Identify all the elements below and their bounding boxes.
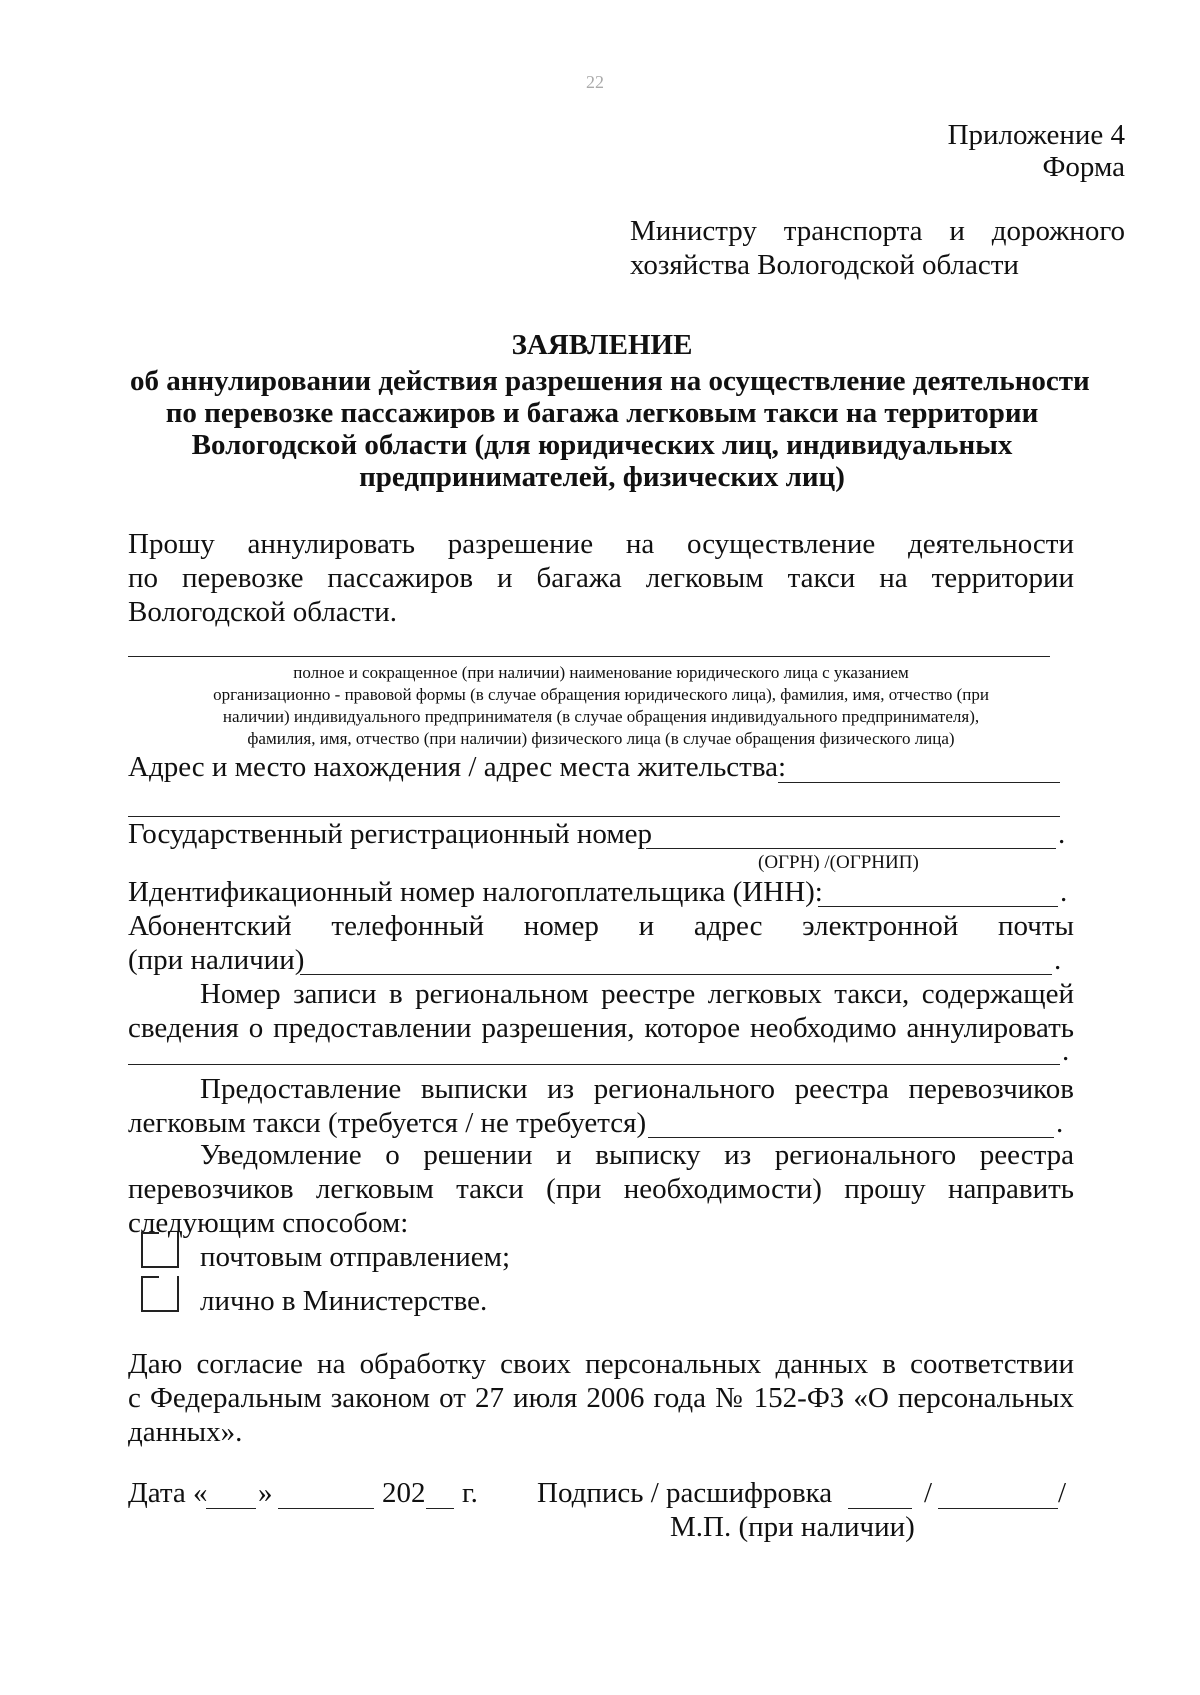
signature-slash-2: / [1058, 1477, 1067, 1509]
postal-delivery-checkbox[interactable] [141, 1232, 179, 1268]
reg-number-hint: (ОГРН) /(ОГРНИП) [758, 852, 919, 873]
page-number: 22 [586, 72, 604, 92]
in-person-checkbox[interactable] [141, 1276, 179, 1312]
date-label: Дата « [128, 1477, 208, 1509]
reg-number-period: . [1058, 818, 1066, 850]
notice-line-1: Уведомление о решении и выписку из регионального реестра [200, 1139, 1074, 1171]
extract-line-2: легковым такси (требуется / не требуется) [128, 1107, 647, 1139]
phone-label-line-2: (при наличии) [128, 944, 305, 976]
recipient-line-1: Министру транспорта и дорожного [630, 215, 1125, 247]
name-hint-line-4: фамилия, имя, отчество (при наличии) физического лица (в случае обращения физического лица) [247, 729, 955, 748]
date-close-quote: » [258, 1477, 273, 1509]
registry-number-field[interactable] [128, 1064, 1060, 1065]
form-label: Форма [1042, 151, 1125, 183]
date-month-field[interactable] [278, 1508, 374, 1509]
phone-email-field[interactable] [300, 974, 1052, 975]
title-line-2: по перевозке пассажиров и багажа легковым такси на территории [165, 397, 1039, 429]
notice-line-3: следующим способом: [128, 1207, 409, 1239]
registry-line-2: сведения о предоставлении разрешения, которое необходимо аннулировать [128, 1012, 1074, 1044]
title-line-3: Вологодской области (для юридических лиц, индивидуальных [191, 429, 1013, 461]
consent-line-2: с Федеральным законом от 27 июля 2006 года № 152-ФЗ «О персональных [128, 1382, 1074, 1414]
address-field-line-1[interactable] [778, 782, 1060, 783]
name-hint-line-1: полное и сокращенное (при наличии) наименование юридического лица с указанием [293, 663, 909, 682]
registry-line-1: Номер записи в региональном реестре легковых такси, содержащей [200, 978, 1074, 1010]
consent-line-3: данных». [128, 1416, 243, 1448]
appendix-label: Приложение 4 [947, 119, 1125, 151]
extract-line-1: Предоставление выписки из регионального реестра перевозчиков [200, 1073, 1074, 1105]
postal-delivery-label: почтовым отправлением; [200, 1241, 511, 1273]
phone-label-line-1: Абонентский телефонный номер и адрес электронной почты [128, 910, 1074, 942]
year-suffix: г. [462, 1477, 478, 1509]
signature-label: Подпись / расшифровка [537, 1477, 833, 1509]
signature-slash-1: / [924, 1477, 933, 1509]
extract-period: . [1056, 1107, 1064, 1139]
notice-line-2: перевозчиков легковым такси (при необходимости) прошу направить [128, 1173, 1074, 1205]
inn-label: Идентификационный номер налогоплательщика (ИНН): [128, 876, 823, 908]
date-year-field[interactable] [426, 1508, 454, 1509]
signature-name-field[interactable] [938, 1508, 1058, 1509]
reg-number-field[interactable] [646, 848, 1056, 849]
applicant-name-line[interactable] [128, 656, 1050, 657]
title-line-1: об аннулировании действия разрешения на осуществление деятельности [130, 365, 1090, 397]
document-title: ЗАЯВЛЕНИЕ [511, 329, 693, 361]
name-hint-line-3: наличии) индивидуального предпринимателя (в случае обращения индивидуального предпринимателя), [222, 707, 980, 726]
date-day-field[interactable] [206, 1508, 256, 1509]
stamp-label: М.П. (при наличии) [670, 1511, 915, 1543]
name-hint-line-2: организационно - правовой формы (в случае обращения юридического лица), фамилия, имя, отчество (при [213, 685, 989, 704]
reg-number-label: Государственный регистрационный номер [128, 818, 653, 850]
request-line-2: по перевозке пассажиров и багажа легковым такси на территории [128, 562, 1074, 594]
inn-field[interactable] [818, 906, 1058, 907]
consent-line-1: Даю согласие на обработку своих персональных данных в соответствии [128, 1348, 1074, 1380]
inn-period: . [1060, 876, 1068, 908]
request-line-3: Вологодской области. [128, 596, 397, 628]
recipient-line-2: хозяйства Вологодской области [630, 249, 1019, 281]
year-prefix: 202 [382, 1477, 426, 1509]
in-person-label: лично в Министерстве. [200, 1285, 488, 1317]
signature-field[interactable] [848, 1508, 912, 1509]
registry-period: . [1062, 1035, 1070, 1067]
address-label: Адрес и место нахождения / адрес места жительства: [128, 751, 787, 783]
title-line-4: предпринимателей, физических лиц) [359, 461, 845, 493]
request-line-1: Прошу аннулировать разрешение на осуществление деятельности [128, 528, 1074, 560]
phone-period: . [1054, 944, 1062, 976]
